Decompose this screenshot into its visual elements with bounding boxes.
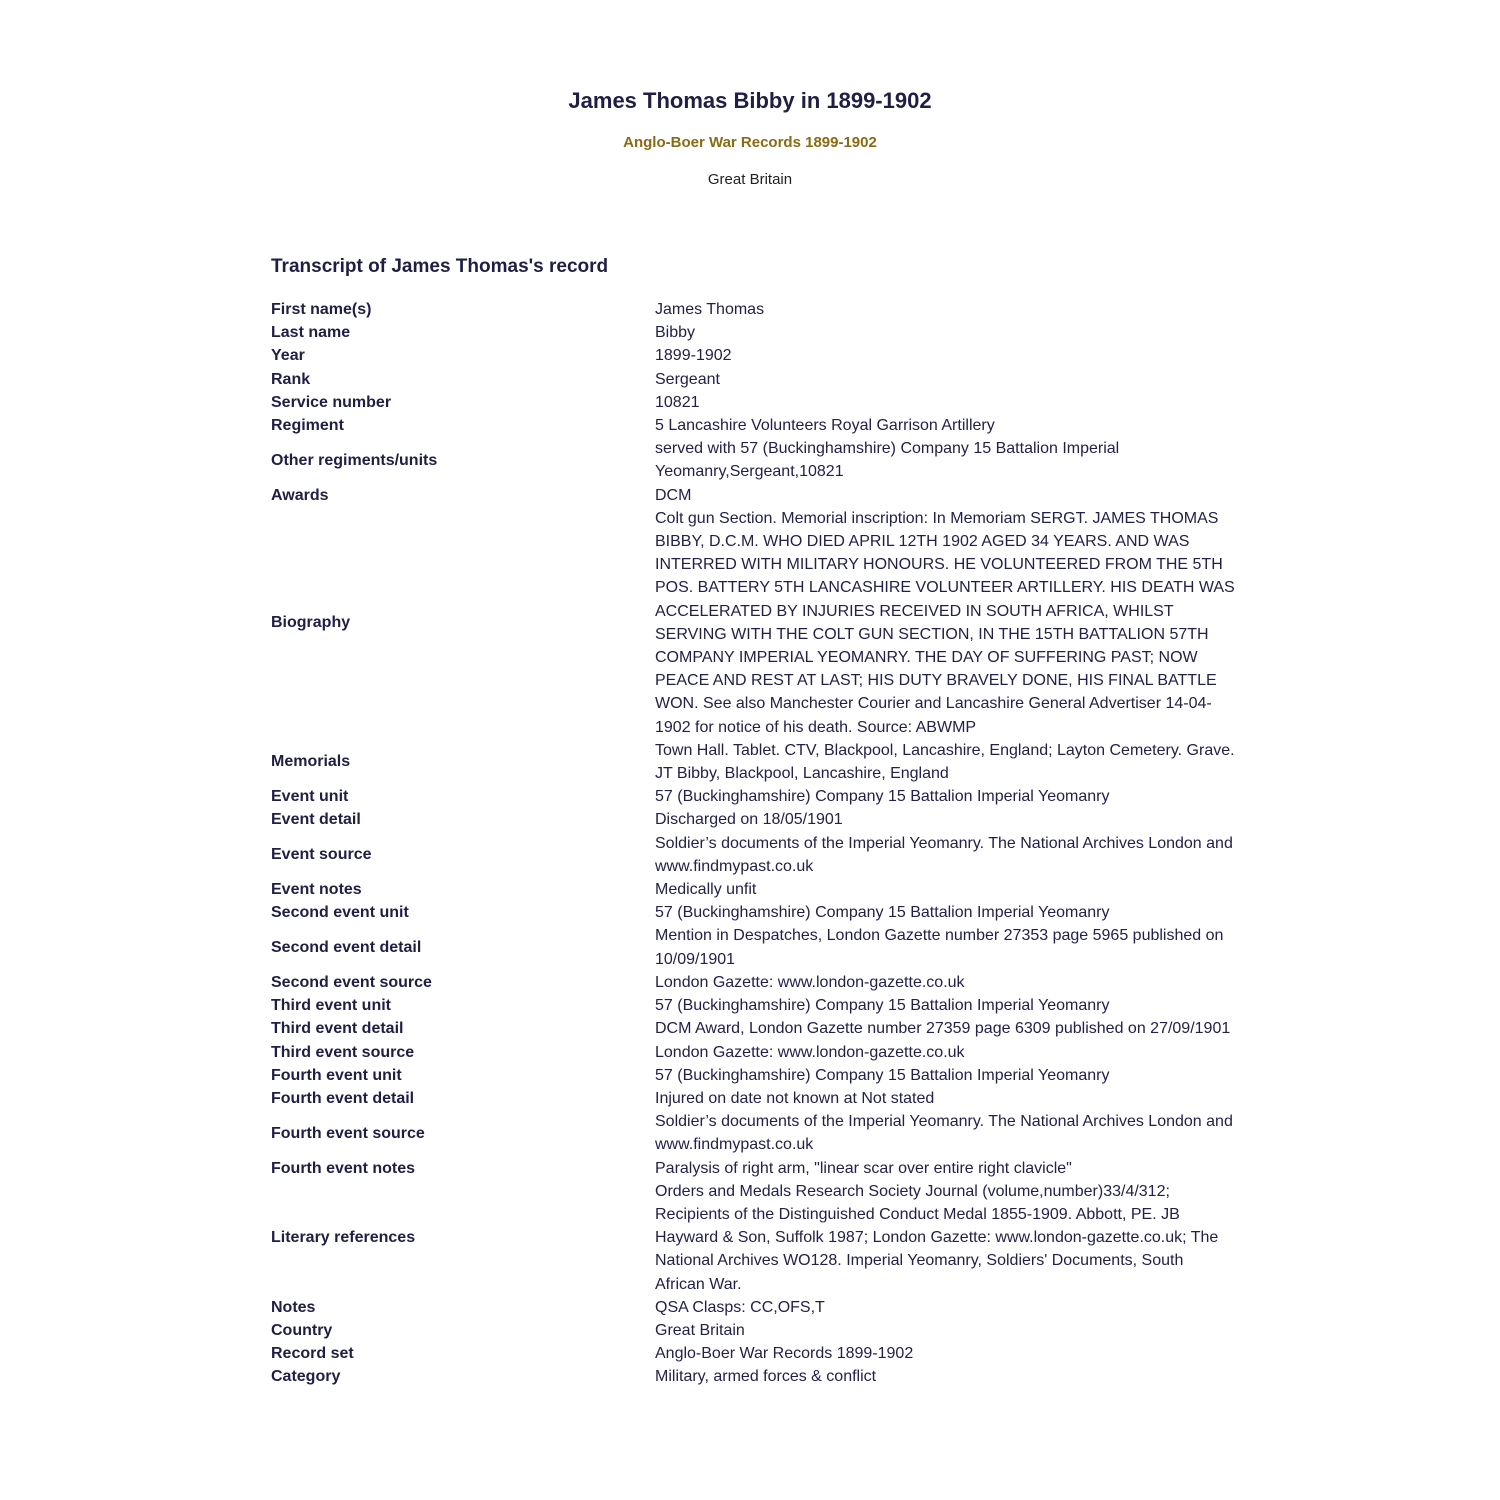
record-row xyxy=(271,1180,1251,1296)
record-row xyxy=(271,1064,1251,1087)
record-label: Year xyxy=(271,347,305,365)
transcript-section xyxy=(271,256,1251,1389)
record-row xyxy=(271,391,1251,414)
record-row xyxy=(271,739,1251,785)
record-label: Event source xyxy=(271,846,372,864)
record-value: DCM xyxy=(655,486,692,504)
record-value: served with 57 (Buckinghamshire) Company 15 Battalion Imperial Yeomanry,Sergeant,10821 xyxy=(655,440,1120,481)
record-row xyxy=(271,1342,1251,1365)
page-header xyxy=(0,88,1500,188)
page-title: James Thomas Bibby in 1899-1902 xyxy=(568,88,932,113)
record-label: Record set xyxy=(271,1345,354,1363)
record-row xyxy=(271,437,1251,483)
record-value: Medically unfit xyxy=(655,881,757,899)
record-row xyxy=(271,1365,1251,1388)
record-value: 57 (Buckinghamshire) Company 15 Battalion Imperial Yeomanry xyxy=(655,788,1110,806)
record-row xyxy=(271,832,1251,878)
record-label: Biography xyxy=(271,614,351,632)
record-row xyxy=(271,298,1251,321)
record-label: Second event detail xyxy=(271,939,422,957)
record-label: First name(s) xyxy=(271,301,372,318)
record-row xyxy=(271,1041,1251,1064)
record-label: Other regiments/units xyxy=(271,451,438,469)
record-value: 57 (Buckinghamshire) Company 15 Battalion Imperial Yeomanry xyxy=(655,1066,1110,1084)
record-value: Mention in Despatches, London Gazette number 27353 page 5965 published on 10/09/1901 xyxy=(655,927,1224,968)
record-label: Second event unit xyxy=(271,904,409,922)
record-value: 5 Lancashire Volunteers Royal Garrison Artillery xyxy=(655,417,995,435)
record-label: Notes xyxy=(271,1298,316,1316)
record-table xyxy=(271,298,1251,1389)
country-line: Great Britain xyxy=(707,171,793,188)
record-label: Regiment xyxy=(271,417,344,435)
record-label: Fourth event source xyxy=(271,1124,425,1142)
record-row xyxy=(271,368,1251,391)
record-row xyxy=(271,484,1251,507)
record-label: Category xyxy=(271,1368,341,1386)
transcript-heading: Transcript of James Thomas's record xyxy=(271,256,609,277)
record-label: Rank xyxy=(271,370,311,388)
record-value: 10821 xyxy=(655,393,700,411)
record-label: Service number xyxy=(271,393,392,411)
record-row xyxy=(271,924,1251,970)
record-value: Great Britain xyxy=(655,1321,745,1339)
record-label: Event notes xyxy=(271,881,362,899)
record-row xyxy=(271,785,1251,808)
record-value: Orders and Medals Research Society Journal (volume,number)33/4/312; Recipients of the Distinguished Conduct Medal 1855-1909. Abbott, PE. JB Hayward & Son, Suffolk 1987; London Gazette: www.london-gazette.co.uk; The National Archives WO128. Imperial Yeomanry, Soldiers' Documents, South African War. xyxy=(655,1182,1219,1293)
record-value: 1899-1902 xyxy=(655,347,732,365)
record-value: Town Hall. Tablet. CTV, Blackpool, Lancashire, England; Layton Cemetery. Grave. JT Bibby, Blackpool, Lancashire, England xyxy=(655,741,1235,783)
record-row xyxy=(271,321,1251,344)
record-label: Fourth event notes xyxy=(271,1159,416,1177)
record-label: Third event source xyxy=(271,1043,415,1061)
record-row xyxy=(271,878,1251,901)
record-row xyxy=(271,1087,1251,1110)
record-label: Second event source xyxy=(271,973,432,991)
record-value: London Gazette: www.london-gazette.co.uk xyxy=(655,973,965,991)
record-value: Paralysis of right arm, "linear scar over entire right clavicle" xyxy=(655,1159,1072,1177)
record-row xyxy=(271,971,1251,994)
record-value: 57 (Buckinghamshire) Company 15 Battalion Imperial Yeomanry xyxy=(655,904,1110,922)
record-label: Third event unit xyxy=(271,997,391,1015)
record-row xyxy=(271,808,1251,831)
record-label: Fourth event detail xyxy=(271,1089,415,1107)
record-label: Event unit xyxy=(271,788,349,806)
record-value: Discharged on 18/05/1901 xyxy=(655,811,843,829)
record-label: Fourth event unit xyxy=(271,1066,402,1084)
record-row xyxy=(271,1017,1251,1040)
record-value: Military, armed forces & conflict xyxy=(655,1368,877,1386)
record-value: Sergeant xyxy=(655,370,720,388)
record-row xyxy=(271,507,1251,739)
record-label: Third event detail xyxy=(271,1020,404,1038)
record-label: Memorials xyxy=(271,753,351,771)
record-value: QSA Clasps: CC,OFS,T xyxy=(655,1298,825,1316)
record-label: Event detail xyxy=(271,811,361,829)
record-set-subtitle: Anglo-Boer War Records 1899-1902 xyxy=(623,134,877,151)
record-label: Country xyxy=(271,1321,333,1339)
record-label: Literary references xyxy=(271,1229,416,1247)
record-value: Injured on date not known at Not stated xyxy=(655,1089,935,1107)
record-row xyxy=(271,414,1251,437)
record-label: Awards xyxy=(271,486,329,504)
record-value: James Thomas xyxy=(655,301,765,318)
record-row xyxy=(271,1319,1251,1342)
record-value: DCM Award, London Gazette number 27359 page 6309 published on 27/09/1901 xyxy=(655,1020,1231,1038)
record-row xyxy=(271,1296,1251,1319)
record-row xyxy=(271,1157,1251,1180)
record-row xyxy=(271,994,1251,1017)
record-value: Bibby xyxy=(655,324,696,342)
record-row xyxy=(271,1110,1251,1156)
record-value: 57 (Buckinghamshire) Company 15 Battalion Imperial Yeomanry xyxy=(655,997,1110,1015)
record-label: Last name xyxy=(271,324,351,342)
record-row xyxy=(271,901,1251,924)
record-value: Anglo-Boer War Records 1899-1902 xyxy=(655,1345,914,1363)
record-value: Colt gun Section. Memorial inscription: In Memoriam SERGT. JAMES THOMAS BIBBY, D.C.M. WHO DIED APRIL 12TH 1902 AGED 34 YEARS. AND WAS INTERRED WITH MILITARY HONOURS. HE VOLUNTEERED FROM THE 5TH POS. BATTERY 5TH LANCASHIRE VOLUNTEER ARTILLERY. HIS DEATH WAS ACCELERATED BY INJURIES RECEIVED IN SOUTH AFRICA, WHILST SERVING WITH THE COLT GUN SECTION, IN THE 15TH BATTALION 57TH COMPANY IMPERIAL YEOMANRY. THE DAY OF SUFFERING PAST; NOW PEACE AND REST AT LAST; HIS DUTY BRAVELY DONE, HIS FINAL BATTLE WON. See also Manchester Courier and Lancashire General Advertiser 14-04-1902 for notice of his death. Source: ABWMP xyxy=(655,509,1235,736)
record-row xyxy=(271,344,1251,367)
record-value: Soldier’s documents of the Imperial Yeomanry. The National Archives London and www.findmypast.co.uk xyxy=(655,834,1233,875)
record-value: Soldier’s documents of the Imperial Yeomanry. The National Archives London and www.findmypast.co.uk xyxy=(655,1113,1233,1154)
record-value: London Gazette: www.london-gazette.co.uk xyxy=(655,1043,965,1061)
